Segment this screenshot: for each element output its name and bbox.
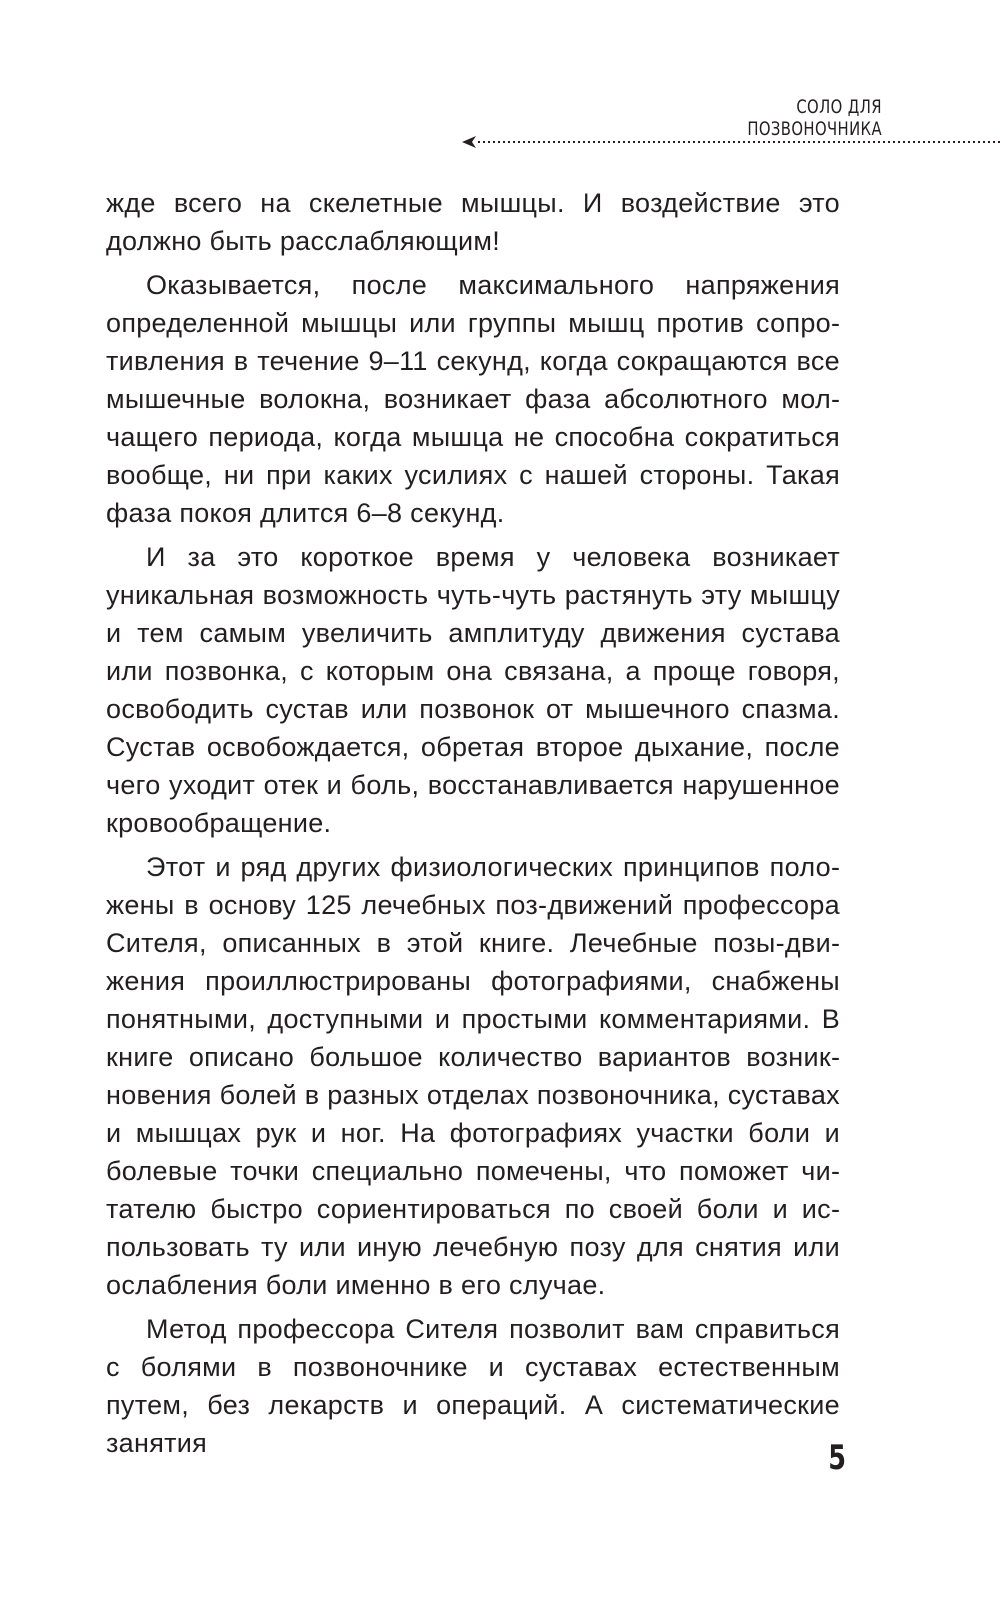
- paragraph: Этот и ряд других физиологических принципов положены в основу 125 лечебных поз-движений профессора Сителя, описанных в этой книге. Лечебные позы-движения проиллюстрированы фотографиями, снабжены понятными, доступными и простыми комментариями. В книге описано большое количество вариантов возникновения болей в разных отделах позвоночника, суставах и мышцах рук и ног. На фотографиях участки боли и болевые точки специально помечены, что поможет читателю быстро сориентироваться по своей боли и использовать ту или иную лечебную позу для снятия или ослабления боли именно в его случае.: [106, 852, 840, 1300]
- running-title: СОЛО ДЛЯ ПОЗВОНОЧНИКА: [747, 96, 882, 140]
- paragraph: жде всего на скелетные мышцы. И воздействие это должно быть расслабляющим!: [106, 188, 840, 256]
- paragraph: Оказывается, после максимального напряжения определенной мышцы или группы мышц против сопротивления в течение 9–11 секунд, когда сокращаются все мышечные волокна, возникает фаза абсолютного молчащего периода, когда мышца не способна сократиться вообще, ни при каких усилиях с нашей стороны. Такая фаза покоя длится 6–8 секунд.: [106, 270, 840, 528]
- body-text: [106, 184, 840, 1462]
- dotted-leader-arrow: [462, 132, 1000, 152]
- page-number: 5: [828, 1438, 846, 1478]
- paragraph: Метод профессора Сителя позволит вам справиться с болями в позвоночнике и суставах естественным путем, без лекарств и операций. А систематические занятия: [106, 1314, 840, 1458]
- paragraph: И за это короткое время у человека возникает уникальная возможность чуть-чуть растянуть эту мышцу и тем самым увеличить амплитуду движения сустава или позвонка, с которым она связана, а проще говоря, освободить сустав или позвонок от мышечного спазма. Сустав освобождается, обретая второе дыхание, после чего уходит отек и боль, восстанавливается нарушенное кровообращение.: [106, 542, 840, 838]
